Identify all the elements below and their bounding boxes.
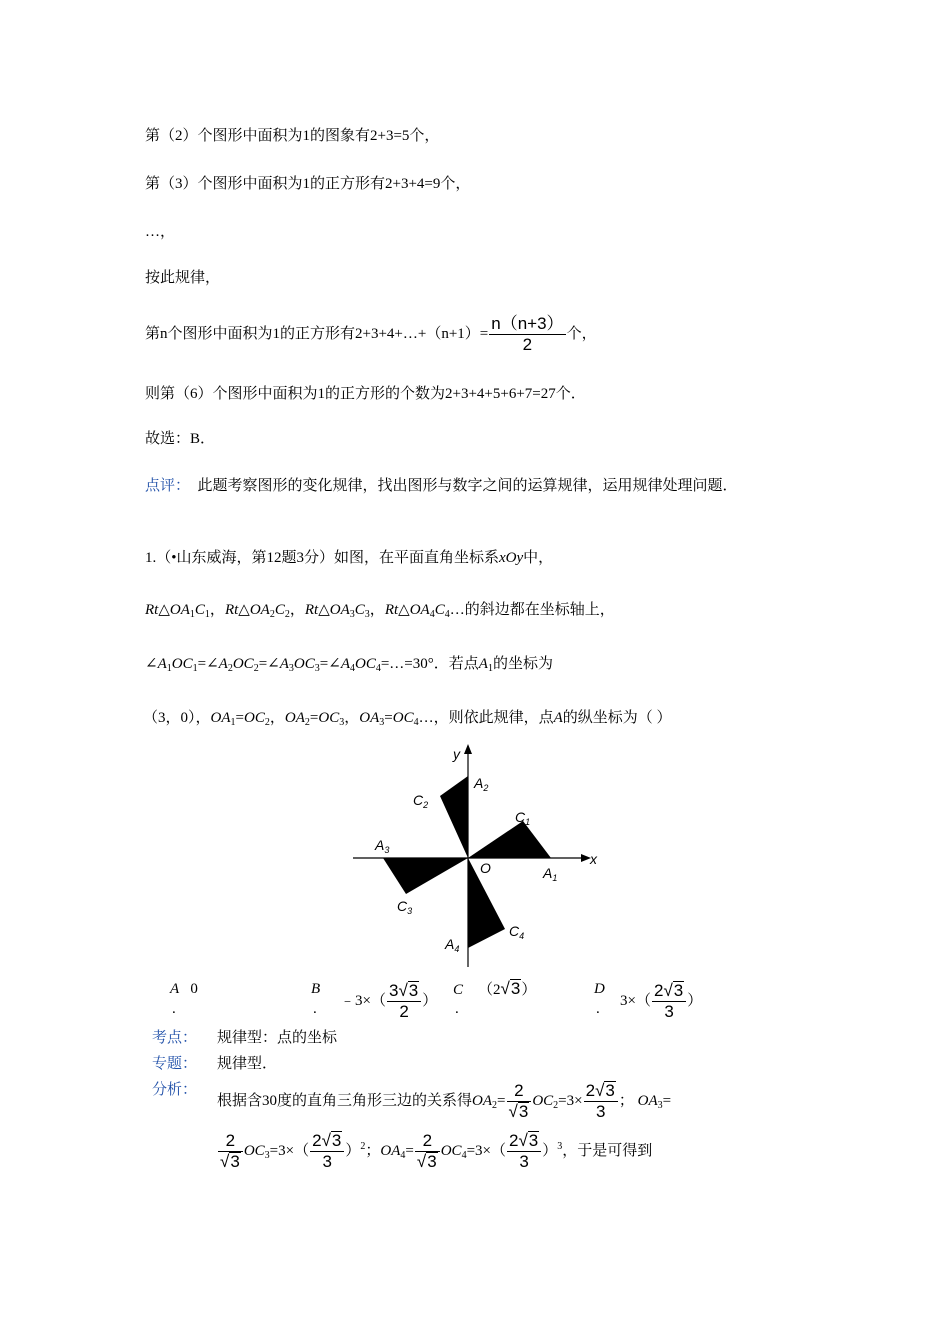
sqrt-icon: √3 — [663, 981, 684, 1001]
sub: 1 — [552, 873, 558, 883]
triangle-symbol: △ — [238, 602, 250, 618]
equals: = — [309, 710, 319, 726]
sub: 4 — [375, 663, 381, 674]
c: C — [329, 710, 340, 726]
triangle-symbol: △ — [158, 602, 170, 618]
paren: ） — [345, 1143, 361, 1159]
b-prefix: ﹣3×（ — [340, 993, 386, 1009]
a: A — [375, 837, 385, 853]
a: A — [340, 602, 350, 618]
c: C — [254, 1143, 265, 1159]
point-coordinate: （3，0）， — [143, 710, 211, 726]
rt: Rt — [145, 602, 159, 618]
paren: ） — [542, 1143, 558, 1159]
c1-label — [515, 809, 530, 827]
o: O — [249, 602, 261, 618]
question-text: 中， — [523, 550, 554, 566]
sub: 2 — [304, 717, 310, 728]
sqrt-icon: √3 — [220, 1152, 240, 1172]
a: A — [648, 1093, 658, 1109]
radicand: 3 — [528, 1131, 539, 1151]
den: 3 — [596, 1102, 606, 1122]
o: O — [244, 710, 255, 726]
analysis-text: ，于是可得到 — [562, 1143, 653, 1159]
c: C — [304, 656, 315, 672]
semicolon: ； — [365, 1143, 381, 1159]
y-axis-arrow — [464, 744, 472, 754]
equals: = — [235, 710, 244, 726]
equals: = — [384, 710, 393, 726]
answer-line: 故选：B． — [145, 431, 216, 447]
a: A — [157, 656, 167, 672]
d-radicand: 3 — [673, 981, 684, 1001]
c: C — [509, 923, 520, 939]
c: C — [397, 898, 408, 914]
option-b-label-wrap[interactable] — [311, 979, 320, 999]
b-denominator: 2 — [399, 1002, 409, 1022]
sub: 2 — [264, 717, 270, 728]
zhuanti-text: 规律型． — [217, 1056, 278, 1072]
a: A — [391, 1143, 401, 1159]
c: C — [194, 602, 205, 618]
angle-symbol: ∠ — [267, 656, 280, 672]
d-suffix: ） — [687, 993, 703, 1009]
radicand: 3 — [427, 1152, 437, 1172]
b-numerator — [387, 981, 421, 1002]
sub: 1 — [487, 663, 493, 674]
angle-symbol: ∠ — [206, 656, 219, 672]
c: C — [403, 710, 414, 726]
equals: = — [405, 1143, 414, 1159]
sub: 2 — [227, 663, 233, 674]
o: O — [637, 1093, 649, 1109]
question-line-4 — [143, 708, 672, 728]
c: C — [451, 1143, 462, 1159]
review-line — [145, 476, 738, 496]
a: A — [370, 710, 380, 726]
a: A — [445, 936, 455, 952]
c: C — [543, 1093, 554, 1109]
sub: 1 — [189, 609, 195, 620]
sub: 3 — [407, 906, 413, 916]
a: A — [482, 1093, 493, 1109]
a: A — [543, 865, 553, 881]
sqrt-icon: √3 — [398, 981, 419, 1001]
a: A — [478, 656, 488, 672]
sub: 4 — [444, 609, 450, 620]
formula-numerator: n（n+3） — [491, 314, 564, 334]
sub: 1 — [192, 663, 198, 674]
option-a-dot: . — [172, 1001, 176, 1017]
num: 2 — [415, 1131, 440, 1152]
question-text: =…=30°．若点 — [380, 656, 479, 672]
num — [310, 1131, 344, 1152]
a4-label — [444, 936, 459, 954]
equals: = — [197, 656, 207, 672]
fraction-2sqrt3-3 — [507, 1131, 541, 1172]
c: C — [365, 656, 376, 672]
option-a[interactable] — [170, 979, 198, 999]
a3-label — [374, 837, 389, 855]
coef: 2 — [312, 1131, 322, 1151]
o: O — [210, 710, 222, 726]
c: C — [354, 602, 365, 618]
fraction-2-sqrt3 — [507, 1081, 532, 1122]
option-a-value: 0 — [190, 981, 198, 997]
analysis-text: 根据含30度的直角三角形三边的关系得 — [217, 1093, 473, 1109]
fenxi-label: 分析： — [152, 1082, 198, 1098]
c: C — [182, 656, 193, 672]
option-d-dot: . — [596, 1001, 600, 1017]
sub: 4 — [519, 931, 525, 941]
origin-label: O — [480, 860, 491, 876]
sub: 2 — [423, 800, 429, 810]
d-numerator — [652, 981, 686, 1002]
equals: = — [662, 1093, 672, 1109]
semicolon: ； — [618, 1093, 634, 1109]
pinwheel-figure — [345, 742, 605, 970]
equals: = — [258, 656, 268, 672]
o: O — [440, 1143, 452, 1159]
a: A — [260, 602, 270, 618]
c-prefix: （2 — [478, 982, 501, 998]
sub: 4 — [400, 1150, 406, 1161]
d-fraction — [652, 981, 686, 1022]
a: A — [295, 710, 305, 726]
option-d-label-wrap[interactable] — [594, 979, 605, 999]
sub: 3 — [264, 1150, 270, 1161]
o: O — [293, 656, 305, 672]
a: A — [420, 602, 430, 618]
den — [218, 1152, 243, 1172]
fraction-2sqrt3-3 — [584, 1081, 618, 1122]
option-d-value[interactable] — [620, 978, 702, 1024]
times: =3× — [558, 1093, 583, 1109]
sub: 3 — [349, 609, 355, 620]
triangle-oa2c2 — [440, 776, 468, 858]
den — [415, 1152, 440, 1172]
c2-label — [413, 792, 428, 810]
sqrt-icon: √3 — [500, 979, 521, 998]
radicand: 3 — [518, 1102, 529, 1122]
sub: 2 — [492, 1100, 498, 1111]
triangle-symbol: △ — [398, 602, 410, 618]
sub: 2 — [483, 783, 489, 793]
sub: 3 — [288, 663, 294, 674]
times: =3×（ — [466, 1143, 506, 1159]
times: =3×（ — [269, 1143, 310, 1159]
sqrt-icon: √3 — [508, 1102, 529, 1122]
a1-label — [542, 865, 557, 883]
formula-fraction — [489, 314, 565, 355]
sqrt-icon: √3 — [518, 1131, 539, 1151]
o: O — [380, 1143, 392, 1159]
den — [507, 1102, 532, 1122]
den: 3 — [519, 1152, 529, 1172]
d-prefix: 3×（ — [620, 993, 651, 1009]
num — [507, 1131, 541, 1152]
option-d-label: D — [594, 981, 605, 997]
rt: Rt — [224, 602, 239, 618]
sub: 1 — [204, 609, 210, 620]
a: A — [221, 710, 231, 726]
sqrt-icon: √3 — [321, 1131, 342, 1151]
solution-line-5-text: 第n个图形中面积为1的正方形有2+3+4+…+（n+1）= — [145, 326, 489, 342]
sub: 4 — [461, 1150, 467, 1161]
angle-symbol: ∠ — [145, 656, 158, 672]
b-fraction — [387, 981, 421, 1022]
zhuanti-label: 专题： — [152, 1056, 198, 1072]
sqrt-icon: √3 — [416, 1152, 437, 1172]
d-coef: 2 — [653, 981, 664, 1001]
power: 2 — [360, 1141, 366, 1152]
solution-line-4: 按此规律， — [145, 270, 221, 286]
rt: Rt — [384, 602, 399, 618]
a: A — [474, 775, 484, 791]
option-b-dot: . — [313, 1001, 317, 1017]
solution-line-5 — [145, 313, 597, 355]
fraction-2-sqrt3 — [218, 1131, 243, 1172]
angle-symbol: ∠ — [328, 656, 341, 672]
c: C — [274, 602, 285, 618]
o: O — [171, 656, 183, 672]
a: A — [180, 602, 190, 618]
x-axis-label: x — [590, 851, 597, 867]
fraction-2sqrt3-3 — [310, 1131, 344, 1172]
sub: 3 — [314, 663, 320, 674]
coef: 2 — [508, 1131, 519, 1151]
c: C — [434, 602, 445, 618]
coef: 2 — [585, 1081, 596, 1101]
c: C — [254, 710, 265, 726]
option-c[interactable] — [453, 979, 536, 1000]
a: A — [218, 656, 228, 672]
fraction-2-sqrt3 — [415, 1131, 440, 1172]
a2-label — [473, 775, 488, 793]
question-text: …，则依此规律，点 — [418, 710, 554, 726]
sub: 3 — [379, 717, 385, 728]
rt: Rt — [304, 602, 319, 618]
solution-line-6: 则第（6）个图形中面积为1的正方形的个数为2+3+4+5+6+7=27个． — [145, 386, 586, 402]
o: O — [329, 602, 341, 618]
sub: 3 — [384, 845, 390, 855]
comma: ， — [289, 602, 305, 618]
radicand: 3 — [605, 1081, 615, 1101]
equals: = — [319, 656, 329, 672]
comma: ， — [344, 710, 360, 726]
review-label: 点评： — [145, 478, 191, 494]
power: 3 — [557, 1141, 563, 1152]
question-line-1 — [145, 548, 553, 568]
coordinate-system: xOy — [499, 550, 524, 566]
sub: 2 — [253, 663, 259, 674]
option-c-label: C — [453, 982, 464, 998]
solution-line-2: 第（3）个图形中面积为1的正方形有2+3+4=9个， — [145, 176, 471, 192]
den: 3 — [322, 1152, 332, 1172]
y-axis-label: y — [453, 746, 460, 762]
sub: 4 — [349, 663, 355, 674]
solution-line-5-end: 个， — [566, 326, 597, 342]
kaodian-text: 规律型：点的坐标 — [217, 1030, 338, 1046]
b-coef: 3 — [388, 981, 399, 1001]
option-a-label: A — [170, 981, 180, 997]
sub: 2 — [284, 609, 290, 620]
o: O — [392, 710, 404, 726]
o: O — [354, 656, 366, 672]
b-suffix: ） — [422, 993, 438, 1009]
a: A — [553, 710, 563, 726]
o: O — [232, 656, 244, 672]
c: C — [243, 656, 254, 672]
o: O — [472, 1093, 483, 1109]
o: O — [284, 710, 296, 726]
sub: 3 — [364, 609, 370, 620]
review-text: 此题考察图形的变化规律，找出图形与数字之间的运算规律，运用规律处理问题． — [197, 478, 738, 494]
question-text: 的坐标为 — [492, 656, 553, 672]
sub: 4 — [413, 717, 419, 728]
a: A — [340, 656, 350, 672]
formula-denominator: 2 — [522, 335, 533, 355]
question-text: …的斜边都在坐标轴上， — [449, 602, 615, 618]
sub: 3 — [657, 1100, 663, 1111]
d-denominator: 3 — [664, 1002, 674, 1022]
a: A — [279, 656, 289, 672]
sqrt-icon: √3 — [595, 1081, 615, 1101]
sub: 2 — [269, 609, 275, 620]
num: 2 — [507, 1081, 532, 1102]
o: O — [409, 602, 421, 618]
sub: 3 — [339, 717, 345, 728]
c4-label — [509, 923, 524, 941]
triangle-oa3c3 — [383, 858, 468, 894]
num — [584, 1081, 618, 1102]
option-b-label: B — [311, 981, 321, 997]
equals: = — [497, 1093, 506, 1109]
o: O — [169, 602, 181, 618]
triangle-symbol: △ — [318, 602, 330, 618]
c3-label — [397, 898, 412, 916]
o: O — [532, 1093, 544, 1109]
radicand: 3 — [331, 1131, 342, 1151]
comma: ， — [209, 602, 225, 618]
question-line-2 — [145, 600, 615, 620]
analysis-line-1 — [217, 1078, 671, 1124]
comma: ， — [369, 602, 385, 618]
sub: 1 — [230, 717, 236, 728]
question-source: （•山东威海，第12题3分）如图，在平面直角坐标系 — [156, 550, 500, 566]
solution-line-3: …， — [145, 224, 176, 240]
kaodian-label: 考点： — [152, 1030, 198, 1046]
analysis-line-2 — [217, 1128, 652, 1174]
o: O — [359, 710, 371, 726]
solution-line-1: 第（2）个图形中面积为1的图象有2+3=5个， — [145, 128, 440, 144]
o: O — [243, 1143, 255, 1159]
comma: ， — [269, 710, 285, 726]
question-text: 的纵坐标为（ ） — [562, 710, 672, 726]
question-number: 1. — [145, 550, 157, 566]
option-c-dot: . — [455, 1001, 459, 1017]
sub: 1 — [166, 663, 172, 674]
sub: 1 — [525, 817, 531, 827]
sub: 2 — [553, 1100, 559, 1111]
option-b-value[interactable] — [340, 978, 437, 1024]
c-radicand: 3 — [510, 979, 521, 998]
c: C — [515, 809, 526, 825]
sub: 4 — [454, 944, 460, 954]
triangle-oa1c1 — [468, 821, 551, 858]
b-radicand: 3 — [408, 981, 419, 1001]
sub: 4 — [429, 609, 435, 620]
question-line-3 — [145, 654, 553, 674]
radicand: 3 — [230, 1152, 240, 1172]
o: O — [318, 710, 330, 726]
num: 2 — [218, 1131, 243, 1152]
c: C — [413, 792, 424, 808]
c-suffix: ） — [521, 982, 537, 998]
